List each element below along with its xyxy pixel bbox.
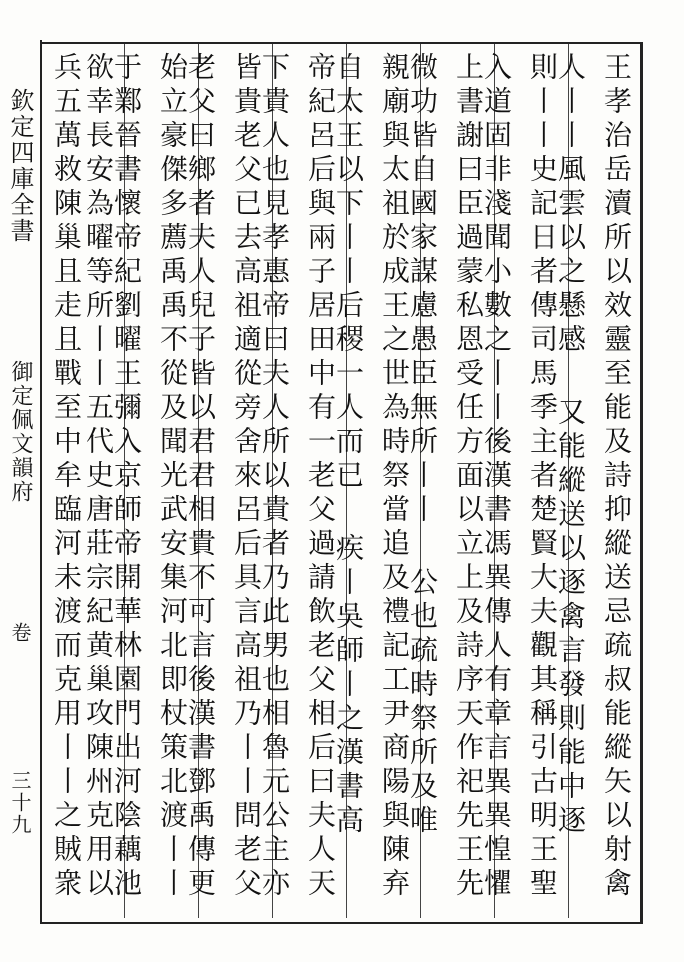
text-column: 自太王以下丨丨后稷一人而已 疾丨吳師丨之漢書高 bbox=[332, 52, 365, 839]
text-column: 人丨丨風雲以之懸感 又能縱送以逐禽言發則能中逐 bbox=[554, 52, 587, 839]
volume-mark: 卷 bbox=[8, 622, 32, 644]
page-margin bbox=[0, 40, 42, 922]
text-column: 下貴人也見孝惠帝曰夫人所以貴者乃此男也相魯元公主亦 bbox=[258, 52, 291, 902]
page-number: 三十九 bbox=[8, 770, 32, 836]
text-column: 入道固非淺聞小數之丨丨後漢書馮異傳人有章言異異惶懼 bbox=[480, 52, 513, 902]
text-column: 上書謝曰臣過蒙私恩受任方面以立上及詩序天作祀先王先 bbox=[452, 52, 485, 902]
text-column: 于鄴晉書懷帝紀劉曜王彌入京師帝開華林園門出河陰藕池 bbox=[110, 52, 143, 902]
book-title: 欽定四庫全書 bbox=[6, 88, 34, 244]
text-column: 皆貴老父已去高祖適從旁舍來呂后具言高祖乃丨丨問老父 bbox=[230, 52, 263, 902]
text-column: 欲幸長安為曜等所丨丨五代史唐莊宗紀黄巢攻陳州克用以 bbox=[82, 52, 115, 902]
text-column: 親廟與太祖於成王之世為時祭當追及禮記工尹商陽與陳弃 bbox=[378, 52, 411, 902]
text-column: 兵五萬救陳巢且走且戰至中牟臨河未渡而克用丨丨之賊衆 bbox=[50, 52, 83, 902]
text-column: 老父曰鄉者夫人兒子皆以君君相貴不可言後漢書鄧禹傳更 bbox=[184, 52, 217, 902]
text-column: 王孝治岳瀆所以效靈至能及詩抑縱送忌疏叔能縱矢以射禽 bbox=[600, 52, 633, 902]
text-column: 微功皆自國家謀慮愚臣無所丨丨 公也疏時祭所及唯 bbox=[406, 52, 439, 839]
text-column: 帝紀呂后與兩子居田中有一老父過請飲老父相后曰夫人天 bbox=[304, 52, 337, 902]
text-column: 始立豪傑多薦禹禹不從及聞光武安集河北即杖策北渡丨丨 bbox=[156, 52, 189, 902]
text-column: 則丨丨史記日者傳司馬季主者楚賢大夫觀其稱引古明王聖 bbox=[526, 52, 559, 902]
book-subtitle: 御定佩文韻府 bbox=[8, 360, 33, 504]
